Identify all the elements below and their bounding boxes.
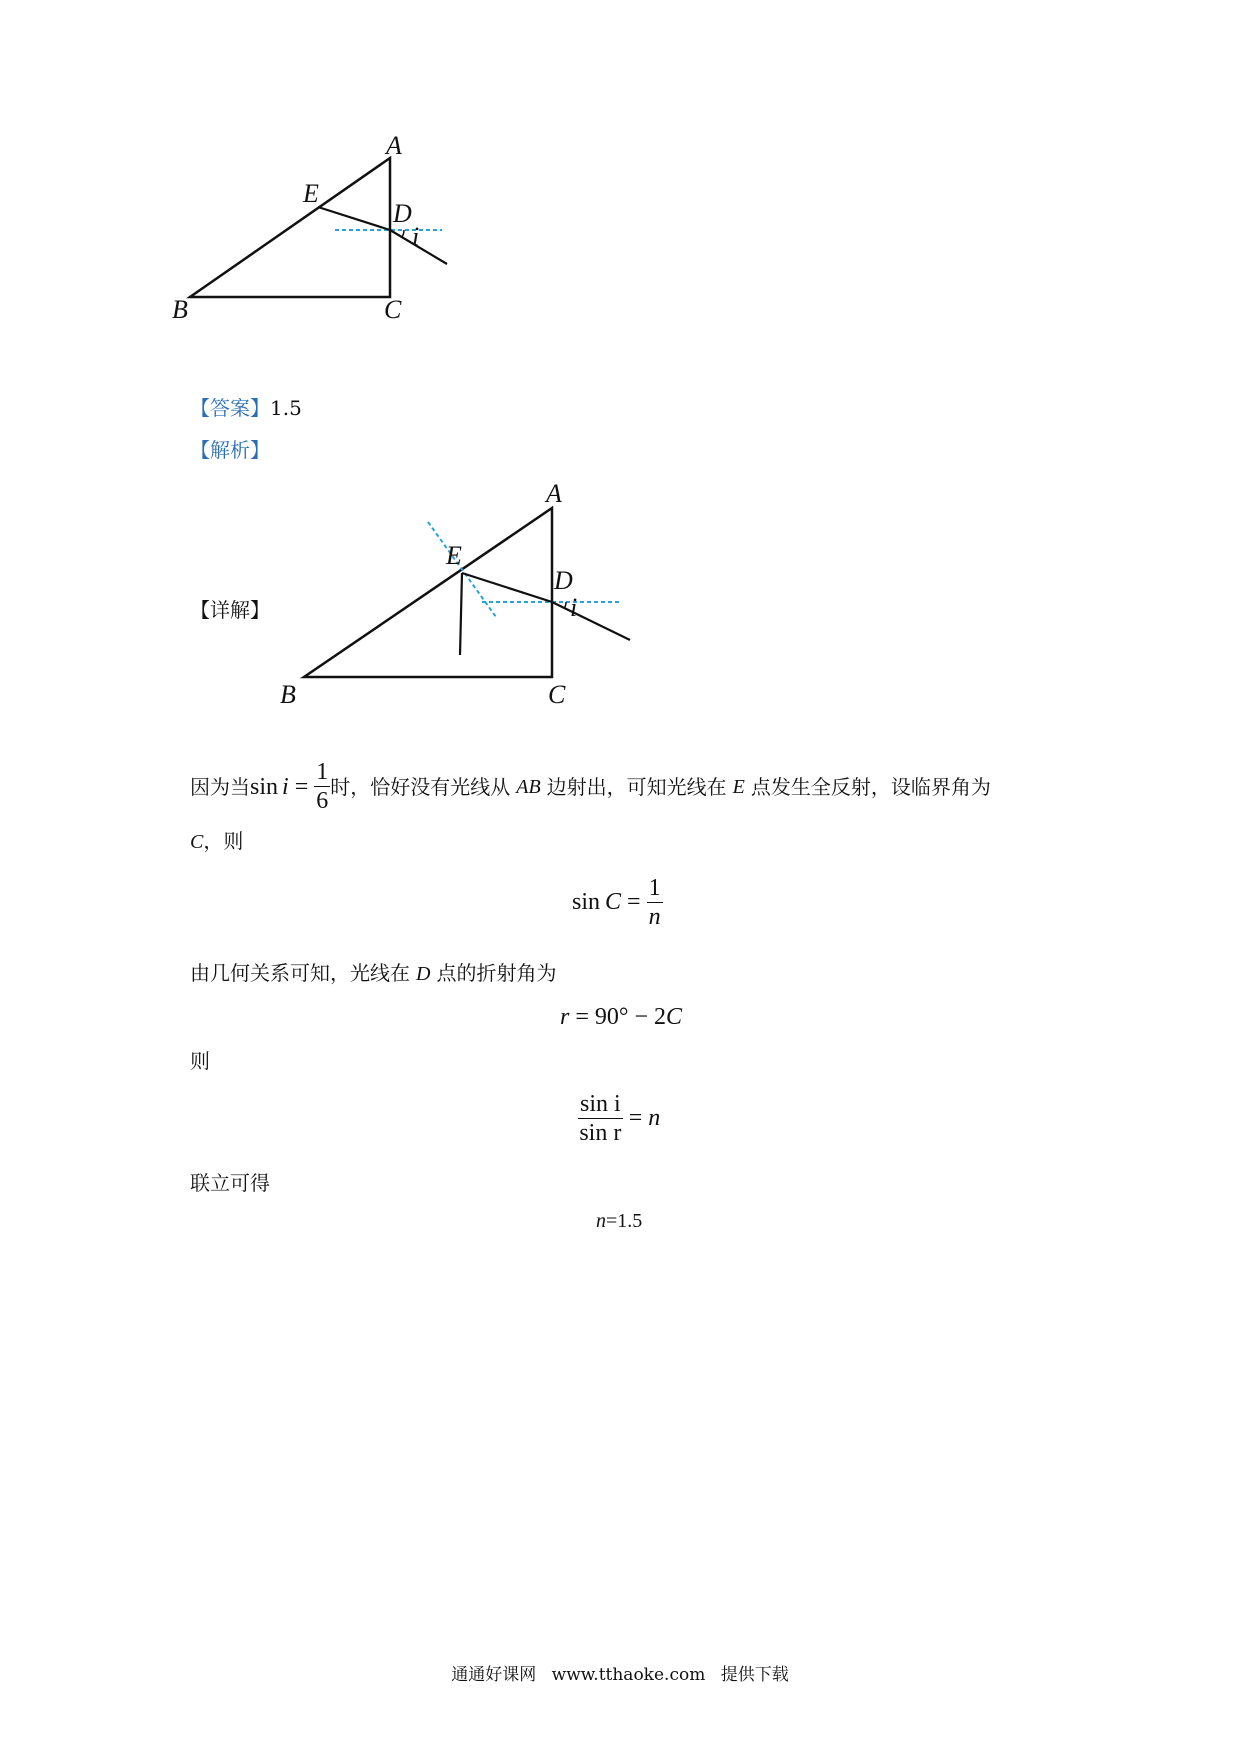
label-c-2: C [548,680,566,709]
equation-1 [572,874,663,931]
label-a-2: A [546,479,562,508]
p1-var-i: i [282,773,289,800]
incident-ray-arrow [418,247,447,264]
eq2-rest: = 90° − 2 [569,1004,667,1030]
label-d: D [393,199,412,228]
label-b-2: B [280,680,296,709]
eq1-sin: sin [572,889,601,915]
label-i: i [412,222,420,251]
label-a: A [386,131,402,160]
analysis-tag: 【解析】 [190,438,270,462]
refracted-ray-arrow-2 [506,587,552,602]
label-e-2: E [446,541,462,570]
footer-suffix: 提供下载 [720,1665,789,1685]
eq1-num: 1 [648,875,661,901]
paragraph-2 [190,826,243,857]
incident-ray-arrow-2 [592,621,630,640]
p5-text: 联立可得 [190,1171,270,1195]
label-i-2: i [570,593,578,622]
equation-2 [560,1004,682,1031]
p3-prefix: 由几何关系可知，光线在 [190,961,410,985]
angle-arc-i [402,230,404,237]
detail-tag: 【详解】 [190,598,270,622]
footer [0,1660,1240,1685]
incident-ray-2 [552,602,630,640]
p3-end: 点的折射角为 [436,961,557,985]
footer-site-name: 通通好课网 [451,1665,537,1685]
detail-line [190,594,270,623]
label-b: B [172,295,188,324]
eq3-den: sin r [579,1120,622,1146]
eq3-n: n [648,1105,661,1131]
triangle-abc [190,158,390,297]
p1-mid2: 边射出，可知光线在 [546,774,727,799]
figure-1-prism-diagram [160,130,480,360]
eq1-var: C [605,889,622,915]
p1-fraction-num: 1 [316,759,329,785]
equation-4 [596,1210,642,1233]
equation-3 [578,1090,660,1147]
answer-tag: 【答案】 [190,396,270,420]
p1-sin: sin [250,773,279,800]
eq3-eq: = [622,1105,649,1131]
paragraph-4 [190,1046,210,1076]
refracted-ray [318,207,390,230]
p1-fraction-den: 6 [316,788,329,814]
eq2-r: r [560,1004,570,1030]
eq4-rest: =1.5 [606,1210,643,1232]
p3-d: D [416,963,431,985]
eq2-c: C [666,1004,683,1030]
label-d-2: D [554,566,573,595]
figure-2-prism-diagram [270,470,650,720]
paragraph-3 [190,958,556,989]
eq3-fraction [578,1090,623,1147]
paragraph-1 [190,758,991,815]
p1-eq: = [288,773,315,800]
paragraph-5 [190,1168,270,1198]
p4-text: 则 [190,1049,210,1073]
label-e: E [303,179,319,208]
label-c: C [384,295,402,324]
p1-e: E [732,775,745,798]
p2-c: C [190,831,204,853]
p2-end: ，则 [203,829,244,853]
answer-line [190,392,302,421]
eq1-den: n [648,904,661,930]
p1-prefix: 因为当 [190,774,250,799]
eq3-num: sin i [580,1091,621,1117]
footer-url[interactable]: www.tthaoke.com [551,1665,706,1685]
p1-fraction [314,758,330,815]
answer-value: 1.5 [270,396,302,420]
p1-mid: 时，恰好没有光线从 [330,774,511,799]
analysis-line [190,434,270,463]
p1-end: 点发生全反射，设临界角为 [750,774,991,799]
refracted-ray-arrow [350,217,390,230]
p1-ab: AB [516,775,541,798]
eq1-fraction [647,874,663,931]
triangle-abc-2 [304,508,552,677]
eq4-n: n [596,1210,606,1232]
eq1-eq: = [621,889,647,915]
